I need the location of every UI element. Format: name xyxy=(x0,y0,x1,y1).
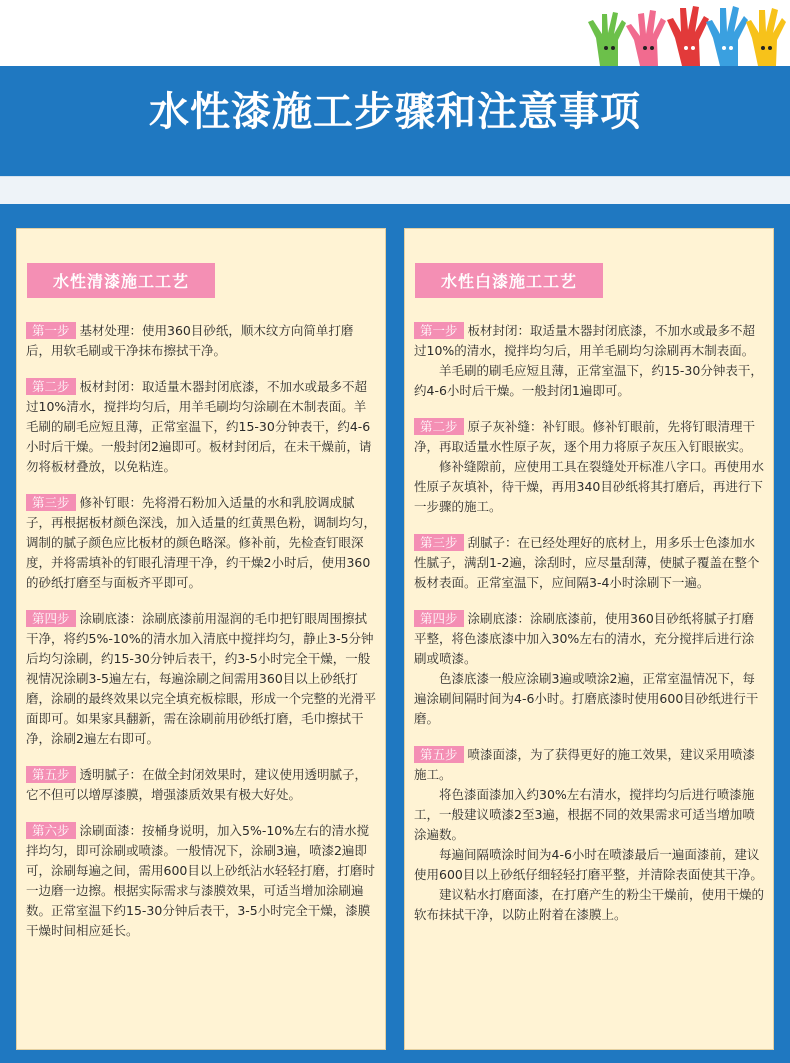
step-paragraph: 每遍间隔喷涂时间为4-6小时在喷漆最后一遍面漆前，建议使用600目以上砂纸仔细轻轻打磨平整，并清除表面使其干净。 xyxy=(414,847,763,882)
step-text: 刮腻子：在已经处理好的底材上，用多乐士色漆加水性腻子，满刮1-2遍，涂刮时，应尽量刮薄，使腻子覆盖在整个板材表面。正常室温下，应间隔3-4小时涂刷下一遍。 xyxy=(414,535,760,590)
step-tag: 第二步 xyxy=(414,418,464,435)
step-text: 涂刷底漆：涂刷底漆前，使用360目砂纸将腻子打磨平整，将色漆底漆中加入30%左右的清水，充分搅拌后进行涂刷或喷漆。 xyxy=(414,611,755,666)
step-text: 涂刷底漆：涂刷底漆前用湿润的毛巾把钉眼周围擦拭干净，将约5%-10%的清水加入清底中搅拌均匀，静止3-5分钟后均匀涂刷，约15-30分钟后表干，约3-5小时完全干燥，一般视情况涂刷3-5遍左右，每遍涂刷之间需用360目以上砂纸打磨，涂刷的最终效果以完全填充板棕眼，形成一个完整的光滑平面即可。如果家具翻新，需在涂刷前用砂纸打磨，毛巾擦拭干净，涂刷2遍左右即可。 xyxy=(26,611,377,746)
white-paint-panel xyxy=(404,228,774,1050)
step-item xyxy=(414,321,765,401)
step-tag: 第一步 xyxy=(26,322,76,339)
step-tag: 第五步 xyxy=(414,746,464,763)
step-text: 板材封闭：取适量木器封闭底漆，不加水或最多不超过10%的清水，搅拌均匀后，用羊毛刷均匀涂刷再木制表面。 xyxy=(414,323,756,358)
step-list xyxy=(26,321,377,957)
step-list xyxy=(414,321,765,941)
step-paragraph: 色漆底漆一般应涂刷3遍或喷涂2遍，正常室温情况下，每遍涂刷间隔时间为4-6小时。打磨底漆时使用600目砂纸进行干磨。 xyxy=(414,671,759,726)
step-item xyxy=(26,377,377,477)
page-title: 水性漆施工步骤和注意事项 xyxy=(149,89,641,135)
step-item xyxy=(414,533,765,593)
clear-paint-panel xyxy=(16,228,386,1050)
step-tag: 第三步 xyxy=(26,494,76,511)
step-text: 基材处理：使用360目砂纸，顺木纹方向简单打磨后，用软毛刷或干净抹布擦拭干净。 xyxy=(26,323,354,358)
step-text: 喷漆面漆，为了获得更好的施工效果，建议采用喷漆施工。 xyxy=(414,747,756,782)
step-tag: 第四步 xyxy=(26,610,76,627)
step-item xyxy=(26,765,377,805)
step-item xyxy=(414,745,765,925)
step-tag: 第一步 xyxy=(414,322,464,339)
divider-strip xyxy=(0,176,790,205)
content-area xyxy=(0,204,790,1063)
panel-title: 水性清漆施工工艺 xyxy=(27,263,215,298)
step-item xyxy=(414,609,765,729)
step-tag: 第四步 xyxy=(414,610,464,627)
step-text: 板材封闭：取适量木器封闭底漆，不加水或最多不超过10%清水，搅拌均匀后，用羊毛刷均匀涂刷在木制表面。羊毛刷的刷毛应短且薄，正常室温下，约15-30分钟表干，约4-6小时后干燥。一般封闭2遍即可。板材封闭后，在未干燥前，请勿将板材叠放，以免粘连。 xyxy=(26,379,372,474)
step-text: 修补钉眼：先将滑石粉加入适量的水和乳胶调成腻子，再根据板材颜色深浅，加入适量的红黄黑色粉，调制均匀，调制的腻子颜色应比板材的颜色略深。修补前，先检查钉眼深度，并将需填补的钉眼孔清理干净，约干燥2小时后，使用360的砂纸打磨至与面板齐平即可。 xyxy=(26,495,377,590)
step-tag: 第三步 xyxy=(414,534,464,551)
step-tag: 第二步 xyxy=(26,378,76,395)
step-item xyxy=(26,493,377,593)
title-banner xyxy=(0,66,790,176)
step-paragraph: 建议粘水打磨面漆，在打磨产生的粉尘干燥前，使用干燥的软布抹拭干净，以防止附着在漆膜上。 xyxy=(414,887,765,922)
step-text: 涂刷面漆：按桶身说明，加入5%-10%左右的清水搅拌均匀，即可涂刷或喷漆。一般情况下，涂刷3遍，喷漆2遍即可，涂刷每遍之间，需用600目以上砂纸沾水轻轻打磨，打磨时一边磨一边擦。根据实际需求与漆膜效果，可适当增加涂刷遍数。正常室温下约15-30分钟后表干，3-5小时完全干燥，漆膜干燥时间相应延长。 xyxy=(26,823,375,938)
step-item xyxy=(26,821,377,941)
step-paragraph: 羊毛刷的刷毛应短且薄，正常室温下，约15-30分钟表干，约4-6小时后干燥。一般封闭1遍即可。 xyxy=(414,363,763,398)
step-item xyxy=(414,417,765,517)
step-text: 透明腻子：在做全封闭效果时，建议使用透明腻子，它不但可以增厚漆膜，增强漆质效果有极大好处。 xyxy=(26,767,368,802)
step-paragraph: 将色漆面漆加入约30%左右清水，搅拌均匀后进行喷漆施工，一般建议喷漆2至3遍，根据不同的效果需求可适当增加喷涂遍数。 xyxy=(414,787,755,842)
step-tag: 第五步 xyxy=(26,766,76,783)
step-item xyxy=(26,321,377,361)
step-text: 原子灰补缝：补钉眼。修补钉眼前，先将钉眼清理干净，再取适量水性原子灰，逐个用力将原子灰压入钉眼嵌实。 xyxy=(414,419,756,454)
step-item xyxy=(26,609,377,749)
colorful-hands-icon xyxy=(560,0,790,66)
step-tag: 第六步 xyxy=(26,822,76,839)
step-paragraph: 修补缝隙前，应使用工具在裂缝处开标准八字口。再使用水性原子灰填补，待干燥，再用340目砂纸将其打磨后，再进行下一步骤的施工。 xyxy=(414,459,765,514)
panel-title: 水性白漆施工工艺 xyxy=(415,263,603,298)
